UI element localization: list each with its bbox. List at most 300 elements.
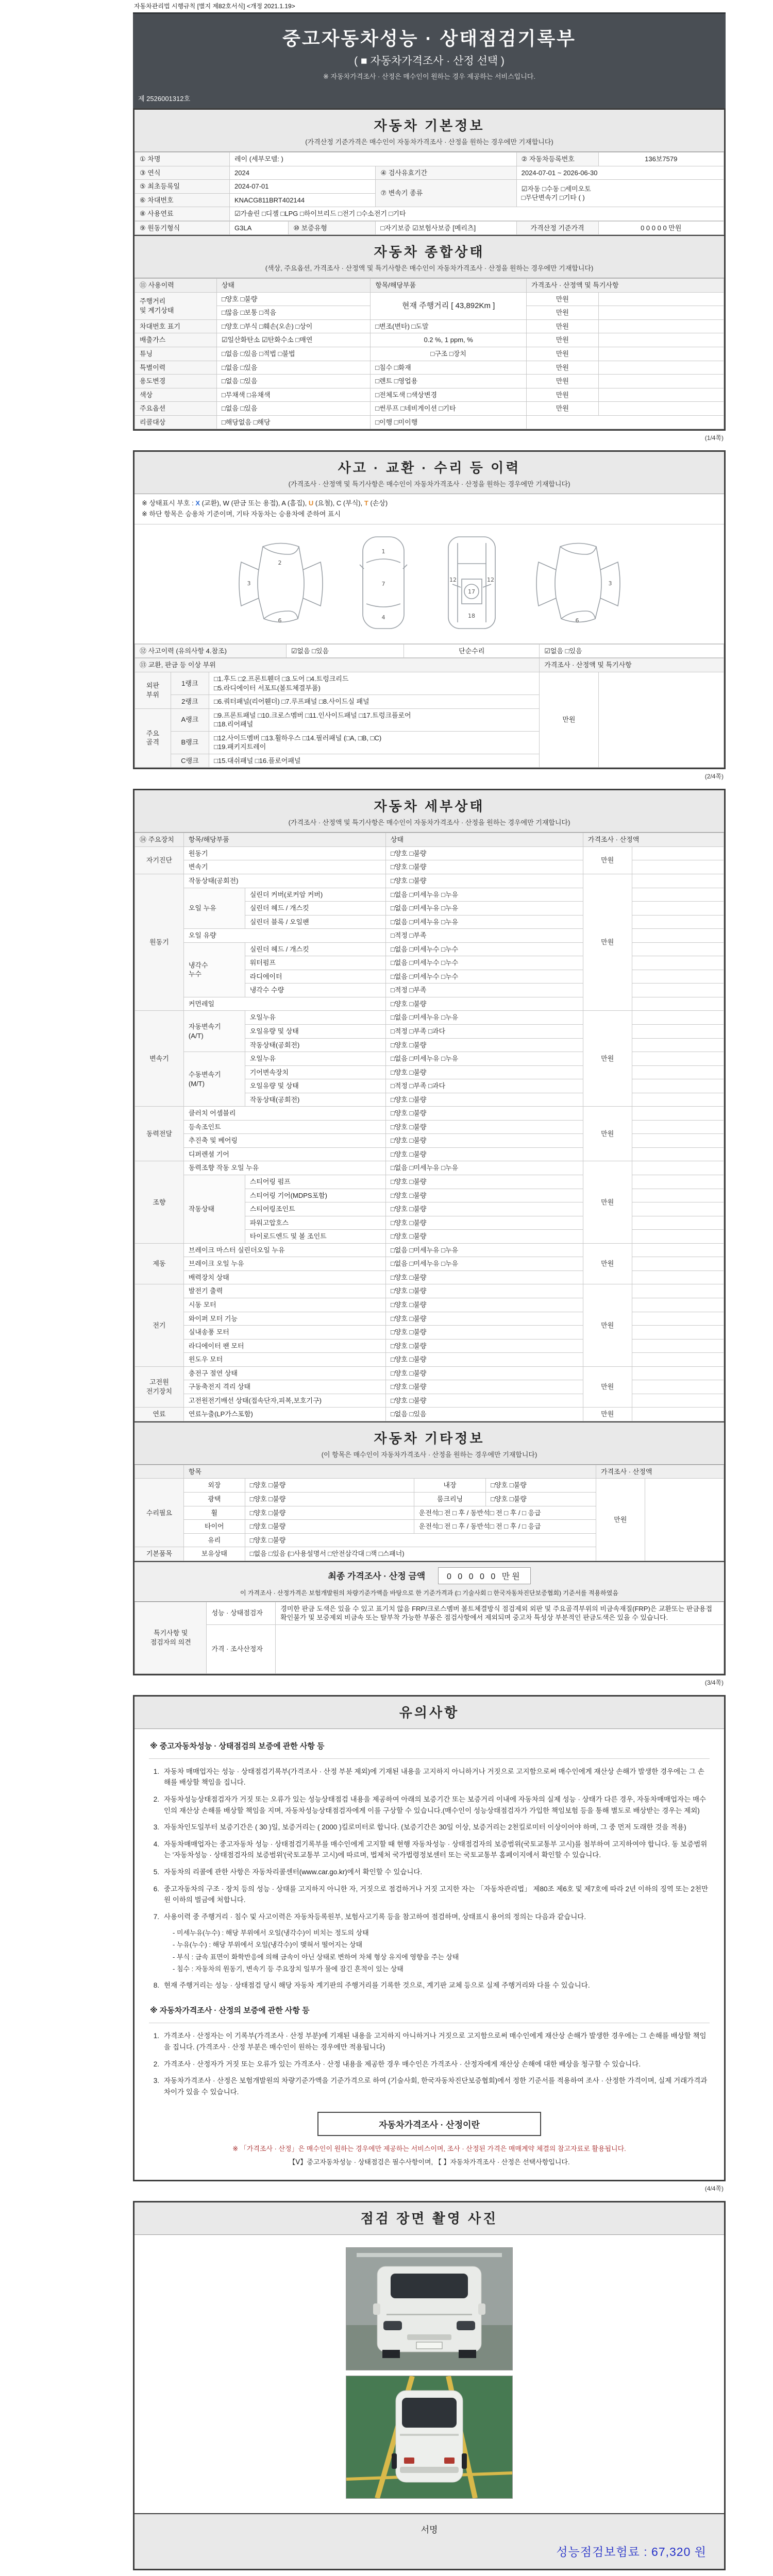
checkbox-cell[interactable]: □양호 □불량 xyxy=(385,1339,583,1353)
cell: 오일유량 및 상태 xyxy=(245,1079,385,1093)
car-bottom-view-diagram xyxy=(437,533,507,633)
signature-label: 서명 xyxy=(421,2525,438,2535)
checkbox-cell[interactable]: ☑없음 □있음 xyxy=(286,644,404,658)
cell: 룸크리닝 xyxy=(414,1492,485,1506)
cell: 작동상태 xyxy=(183,1175,245,1244)
cell xyxy=(632,874,724,888)
cell: ⑥ 차대번호 xyxy=(135,193,230,207)
checkbox-cell[interactable]: □양호 □불량 xyxy=(385,1202,583,1216)
cell xyxy=(598,292,724,306)
checkbox-cell[interactable]: 운전석□ 전 □ 후 / 동반석□ 전 □ 후 / □ 응급 xyxy=(414,1506,596,1520)
checkbox-cell[interactable]: □양호 □불량 xyxy=(245,1533,596,1547)
notice-sub xyxy=(173,1952,710,1962)
checkbox-cell[interactable]: □해당없음 □해당 xyxy=(216,415,370,429)
checkbox-cell[interactable]: □양호 □불량 xyxy=(486,1479,596,1493)
cell: 자동변속기 (A/T) xyxy=(183,1011,245,1052)
notice-head xyxy=(149,1996,710,2023)
notice-sub xyxy=(173,1928,710,1938)
cell xyxy=(632,1093,724,1107)
cell: 만원 xyxy=(583,1011,632,1107)
legend-segment: U xyxy=(308,499,314,507)
cell: 136보7579 xyxy=(598,152,724,166)
svg-text:3: 3 xyxy=(247,580,250,587)
final-price-label: 최종 가격조사 · 산정 금액 xyxy=(328,1571,426,1581)
cell: 오일누유 xyxy=(245,1011,385,1025)
cell xyxy=(632,956,724,970)
cell: 가격조사 · 산정액 xyxy=(583,833,724,847)
checkbox-cell[interactable]: □양호 □불량 xyxy=(385,1230,583,1244)
cell xyxy=(598,361,724,375)
notice-text: 가격조사 · 산정자가 거짓 또는 오류가 있는 가격조사 · 산정 내용을 제공한 경우 매수인은 가격조사 · 산정자에게 재산상 손해에 대한 배상을 청구할 수 있습니다. xyxy=(164,2060,641,2068)
cell xyxy=(632,1065,724,1079)
checkbox-cell[interactable]: □양호 □불량 xyxy=(385,874,583,888)
checkbox-cell[interactable]: □없음 □미세누유 □누유 xyxy=(385,1161,583,1175)
cell xyxy=(598,672,724,767)
checkbox-cell[interactable]: □양호 □불량 xyxy=(385,1270,583,1284)
cell: 변속기 xyxy=(183,860,385,874)
checkbox-cell[interactable]: □양호 □불량 xyxy=(385,1038,583,1052)
checkbox-cell[interactable]: □양호 □불량 xyxy=(385,1353,583,1367)
cell xyxy=(632,1353,724,1367)
checkbox-cell[interactable]: □양호 □불량 xyxy=(385,1394,583,1408)
checkbox-cell[interactable]: □없음 □있음 xyxy=(216,402,370,416)
section-basic-sub: (가격산정 기준가격은 매수인이 자동차가격조사 · 산정을 원하는 경우에만 기재합니다) xyxy=(305,138,553,146)
checkbox-cell[interactable]: □양호 □불량 xyxy=(245,1520,414,1534)
checkbox-cell[interactable]: □양호 □불량 xyxy=(385,1175,583,1189)
checkbox-cell[interactable]: □없음 □미세누수 □누수 xyxy=(385,970,583,984)
checkbox-cell[interactable]: □양호 □불량 xyxy=(486,1492,596,1506)
frame-photos xyxy=(133,2201,726,2570)
notice-number: 3. xyxy=(153,1823,159,1832)
cell: 만원 xyxy=(527,306,598,320)
checkbox-cell[interactable]: ☑자동 □수동 □세미오토 □무단변속기 □기타 ( ) xyxy=(516,180,724,207)
cell: 스티어링 기어(MDPS포함) xyxy=(245,1189,385,1202)
checkbox-cell[interactable]: □양호 □불량 xyxy=(385,1298,583,1312)
cell xyxy=(632,1134,724,1148)
notice-text: - 미세누유(누수) : 해당 부위에서 오일(냉각수)이 비치는 정도의 상태 xyxy=(173,1929,369,1937)
checkbox-cell[interactable]: □양호 □불량 xyxy=(385,846,583,860)
cell xyxy=(632,984,724,997)
checkbox-cell[interactable]: □썬루프 □네비게이션 □기타 xyxy=(371,402,527,416)
detail-state-table xyxy=(135,833,724,1421)
checkbox-cell[interactable]: □1.후드 □2.프론트휀더 □3.도어 □4.트렁크리드 □5.라디에이터 서포트(볼트체결부품) xyxy=(209,672,540,694)
legend-segment: (부식), xyxy=(341,499,364,507)
cell: 윈도우 모터 xyxy=(183,1353,385,1367)
page-marker-2: (2/4쪽) xyxy=(704,773,724,781)
legend-segment: (요철), xyxy=(313,499,337,507)
cell xyxy=(632,1339,724,1353)
checkbox-cell[interactable]: □전체도색 □색상변경 xyxy=(371,388,527,402)
section-other-sub: (이 항목은 매수인이 자동차가격조사 · 산정을 원하는 경우에만 기재합니다) xyxy=(321,1450,537,1459)
cell: 배출가스 xyxy=(135,333,217,347)
legend-segment: X xyxy=(195,499,200,507)
cell: ⑩ 보증유형 xyxy=(289,221,376,235)
cell xyxy=(632,1120,724,1134)
cell: ⑦ 변속기 종류 xyxy=(376,180,516,207)
notice-item xyxy=(149,1911,710,1923)
page-marker-4: (4/4쪽) xyxy=(704,2185,724,2193)
checkbox-cell[interactable]: □없음 □미세누유 □누유 xyxy=(385,1011,583,1025)
checkbox-cell[interactable]: □없음 □미세누수 □누수 xyxy=(385,942,583,956)
cell xyxy=(632,1284,724,1298)
checkbox-cell[interactable]: □9.프론트패널 □10.크로스멤버 □11.인사이드패널 □17.트렁크플로어 □18.리어패널 xyxy=(209,708,540,731)
checkbox-cell[interactable]: □없음 □있음 □적법 □불법 xyxy=(216,347,370,361)
cell: 고전원전기배선 상태(접속단자,피복,보호기구) xyxy=(183,1394,385,1408)
cell: 0 0 0 0 0 만원 xyxy=(598,221,724,235)
checkbox-cell[interactable]: ☑가솔린 □디젤 □LPG □하이브리드 □전기 □수소전기 □기타 xyxy=(230,207,724,221)
cell xyxy=(276,1624,724,1673)
cell: 실린더 커버(로커암 커버) xyxy=(245,888,385,902)
insurance-fee: 성능점검보험료 : 67,320 원 xyxy=(556,2545,707,2559)
cell: 2024-07-01 xyxy=(230,180,376,194)
cell: 단순수리 xyxy=(404,644,540,658)
cell xyxy=(645,1479,724,1561)
document-number: 제 2526001312호 xyxy=(138,95,191,103)
title-service-note: ※ 자동차가격조사 · 산정은 매수인이 원하는 경우 제공하는 서비스입니다. xyxy=(323,73,535,80)
cell xyxy=(598,319,724,333)
cell: 오일유량 및 상태 xyxy=(245,1025,385,1039)
notice-number: 8. xyxy=(153,1981,159,1989)
final-price-row xyxy=(135,1561,724,1586)
notice-sub xyxy=(173,1964,710,1974)
checkbox-cell[interactable]: □많음 □보통 □적음 xyxy=(216,306,370,320)
notice-text: 사용이력 중 주행거리 · 침수 및 사고이력은 자동차등록원부, 보험사고기록 등을 참고하여 점검하며, 상태표시 용어의 정의는 다음과 같습니다. xyxy=(164,1912,586,1921)
cell: 현재 주행거리 [ 43,892Km ] xyxy=(371,292,527,319)
notice-number: 1. xyxy=(153,2032,159,2040)
checkbox-cell[interactable]: □자기보증 ☑보험사보증 [메리츠] xyxy=(376,221,516,235)
cell: 가격조사 · 산정액 및 특기사항 xyxy=(527,279,724,293)
checkbox-cell[interactable]: □양호 □불량 xyxy=(385,1366,583,1380)
checkbox-cell[interactable]: □없음 □있음 xyxy=(216,375,370,388)
cell: 주행거리 및 계기상태 xyxy=(135,292,217,319)
checkbox-cell[interactable]: □양호 □불량 xyxy=(216,292,370,306)
cell: 레이 (세부모델: ) xyxy=(230,152,517,166)
cell: 항목/해당부품 xyxy=(183,833,385,847)
section-other-header xyxy=(135,1421,724,1465)
checkbox-cell[interactable]: □6.쿼터패널(리어휀더) □7.루프패널 □8.사이드실 패널 xyxy=(209,695,540,709)
page-marker-3: (3/4쪽) xyxy=(704,1679,724,1686)
cell: 상태 xyxy=(216,279,370,293)
notices-body xyxy=(135,1729,724,2180)
cell: 2랭크 xyxy=(171,695,209,709)
checkbox-cell[interactable]: □없음 □있음 (□사용설명서 □안전삼각대 □잭 □스패너) xyxy=(245,1547,596,1561)
checkbox-cell[interactable]: □없음 □미세누유 □누유 xyxy=(385,1052,583,1066)
notice-text: ※ 자동차가격조사 · 산정의 보증에 관한 사항 등 xyxy=(150,2006,310,2015)
cell: 만원 xyxy=(540,672,598,767)
checkbox-cell[interactable]: □양호 □불량 xyxy=(245,1479,414,1493)
cell: 실린더 헤드 / 개스킷 xyxy=(245,902,385,916)
cell: 냉각수 누수 xyxy=(183,942,245,997)
cell: 만원 xyxy=(527,361,598,375)
notice-item xyxy=(149,2030,710,2053)
checkbox-cell[interactable]: □양호 □불량 xyxy=(385,1326,583,1340)
section-photos-header xyxy=(135,2202,724,2235)
cell xyxy=(632,1243,724,1257)
checkbox-cell[interactable]: □변조(변타) □도말 xyxy=(371,319,527,333)
checkbox-cell[interactable]: □양호 □부식 □훼손(오손) □상이 xyxy=(216,319,370,333)
cell xyxy=(632,846,724,860)
cell: 고전원 전기장치 xyxy=(135,1366,184,1408)
cell xyxy=(632,1257,724,1271)
state-code-legend xyxy=(142,498,717,509)
cell: 만원 xyxy=(527,319,598,333)
notice-text: 중고자동차의 구조 · 장치 등의 성능 · 상태를 고지하지 아니한 자, 거짓으로 점검하거나 거짓 고지한 자는 「자동차관리법」 제80조 제6호 및 제7호에 따라 2년 이하의 징역 또는 2천만원 이하의 벌금에 처합니다. xyxy=(164,1885,709,1904)
cell: 만원 xyxy=(527,375,598,388)
cell: 0.2 %, 1 ppm, % xyxy=(371,333,527,347)
cell: 작동상태(공회전) xyxy=(245,1038,385,1052)
checkbox-cell[interactable]: □양호 □불량 xyxy=(385,860,583,874)
cell xyxy=(632,942,724,956)
svg-text:12: 12 xyxy=(486,576,494,583)
checkbox-cell[interactable]: □양호 □불량 xyxy=(385,1189,583,1202)
cell: 파워고압호스 xyxy=(245,1216,385,1230)
cell: 용도변경 xyxy=(135,375,217,388)
basic-info-table xyxy=(135,152,724,221)
cell: G3LA xyxy=(230,221,289,235)
cell xyxy=(135,1465,184,1479)
notice-text: ※ 중고자동차성능 · 상태점검의 보증에 관한 사항 등 xyxy=(150,1741,325,1751)
notice-text: 자동차매매업자는 중고자동차 성능 · 상태점검기록부를 매수인에게 고지할 때 현행 자동차성능 · 상태점검자의 보증범위(국토교통부 고시)를 첨부하여 고지하여야 합니다. 동 보증범위는 '자동차성능 · 상태점검자의 보증범위'(국토교통부 고시)에 따르며, 법제처 국가법령정보센터 또는 국토교통부 홈페이지에서 확인할 수 있습니다. xyxy=(164,1840,708,1859)
cell: 특기사항 및 점검자의 의견 xyxy=(135,1602,207,1673)
checkbox-cell[interactable]: □침수 □화재 xyxy=(371,361,527,375)
cell: 만원 xyxy=(583,1107,632,1161)
section-basic-title: 자동차 기본정보 xyxy=(374,118,485,133)
section-detail-sub: (가격조사 · 산정액 및 특기사항은 매수인이 자동차가격조사 · 산정을 원하는 경우에만 기재합니다) xyxy=(288,819,570,827)
cell: 휠 xyxy=(183,1506,245,1520)
section-notices-title: 유의사항 xyxy=(399,1704,460,1720)
legend-segment: (손상) xyxy=(368,499,388,507)
legend-segment: W xyxy=(223,499,229,507)
cell: 충전구 절연 상태 xyxy=(183,1366,385,1380)
cell: 기어변속장치 xyxy=(245,1065,385,1079)
overall-state-table xyxy=(135,278,724,429)
checkbox-cell[interactable]: □양호 □불량 xyxy=(385,1120,583,1134)
exchange-parts-table xyxy=(135,658,724,768)
checkbox-cell[interactable]: □양호 □불량 xyxy=(385,1147,583,1161)
checkbox-cell[interactable]: □양호 □불량 xyxy=(385,1134,583,1148)
checkbox-cell[interactable]: □양호 □불량 xyxy=(385,1093,583,1107)
legend-segment: A xyxy=(281,499,286,507)
checkbox-cell[interactable]: □양호 □불량 xyxy=(245,1506,414,1520)
legend-segment: T xyxy=(364,499,368,507)
checkbox-cell[interactable]: □양호 □불량 xyxy=(385,1284,583,1298)
svg-text:7: 7 xyxy=(381,580,385,587)
notice-text: - 부식 : 금속 표면이 화학반응에 의해 금속이 아닌 상태로 변하여 차체 형상 유지에 영향을 주는 상태 xyxy=(173,1953,459,1961)
cell: ⑫ 사고이력 (유의사항 4.참조) xyxy=(135,644,287,658)
cell: ⑤ 최초등록일 xyxy=(135,180,230,194)
section-other-title: 자동차 기타정보 xyxy=(374,1430,485,1446)
cell: 만원 xyxy=(527,402,598,416)
notice-text: 자동차성능상태점검자가 거짓 또는 오류가 있는 성능상태점검 내용을 제공하여 아래의 보증기간 또는 보증거리 이내에 자동차의 실제 성능 · 상태가 다른 경우, 자동차매매업자는 매수인의 재산상 손해를 배상할 책임을 지며, 자동차성능상태점검자에게 이를 구상할 수 있습니다.(매수인이 성능상태점검자가 가입한 책임보험 등을 통해 별도로 배상받는 경우는 제외) xyxy=(164,1795,707,1815)
cell: 2024 xyxy=(230,166,376,180)
cell: 전기 xyxy=(135,1284,184,1366)
checkbox-cell[interactable]: 운전석□ 전 □ 후 / 동반석□ 전 □ 후 / □ 응급 xyxy=(414,1520,596,1534)
checkbox-cell[interactable]: □없음 □미세누수 □누수 xyxy=(385,956,583,970)
section-accident-header xyxy=(135,452,724,494)
cell: ⑭ 주요장치 xyxy=(135,833,184,847)
notice-text: 자동차 매매업자는 성능 · 상태점검기록부(가격조사 · 산정 부분 제외)에 기재된 내용을 고지하지 아니하거나 거짓으로 고지함으로써 매수인에게 재산상 손해가 발생한 경우에는 그 손해를 배상할 책임을 집니다. xyxy=(164,1767,704,1787)
cell: 수리필요 xyxy=(135,1479,184,1547)
page-marker-1: (1/4쪽) xyxy=(704,434,724,442)
svg-text:12: 12 xyxy=(449,576,457,583)
cell xyxy=(598,375,724,388)
cell: 내장 xyxy=(414,1479,485,1493)
other-info-table xyxy=(135,1465,724,1561)
car-unfolded-right-diagram xyxy=(529,534,627,632)
checkbox-cell[interactable]: □없음 □미세누유 □누유 xyxy=(385,1257,583,1271)
checkbox-cell[interactable]: □12.사이드멤버 □13.휠하우스 □14.필러패널 (□A, □B, □C) □19.패키지트레이 xyxy=(209,731,540,754)
checkbox-cell[interactable]: □없음 □미세누유 □누유 xyxy=(385,902,583,916)
cell: 유리 xyxy=(183,1533,245,1547)
checkbox-cell[interactable]: □양호 □불량 xyxy=(385,1065,583,1079)
final-price-amount: 0 0 0 0 0 만원 xyxy=(438,1567,531,1584)
section-notices-header xyxy=(135,1697,724,1729)
frame-notices xyxy=(133,1695,726,2182)
cell: 만원 xyxy=(527,292,598,306)
cell: 1랭크 xyxy=(171,672,209,694)
accident-notes xyxy=(135,494,724,524)
notice-number: 2. xyxy=(153,1795,159,1803)
notice-number: 1. xyxy=(153,1767,159,1775)
cell xyxy=(632,1107,724,1121)
legend-segment: C xyxy=(336,499,342,507)
cell: 만원 xyxy=(583,1408,632,1421)
cell: 만원 xyxy=(596,1479,645,1561)
checkbox-cell[interactable]: □무채색 □유채색 xyxy=(216,388,370,402)
cell: 커먼레일 xyxy=(183,997,385,1011)
svg-text:6: 6 xyxy=(575,617,579,624)
cell: 스티어링조인트 xyxy=(245,1202,385,1216)
legend-segment: (교환), xyxy=(199,499,223,507)
section-overall-sub: (색상, 주요옵션, 가격조사 · 산정액 및 특기사항은 매수인이 자동차가격조사 · 산정을 원하는 경우에만 기재합니다) xyxy=(265,264,594,273)
car-top-view-diagram xyxy=(352,533,414,633)
cell: 원동기 xyxy=(183,846,385,860)
legend-segment: ※ 상태표시 부호 : xyxy=(142,499,196,507)
notices-list xyxy=(149,1732,710,2098)
frame-accident xyxy=(133,450,726,769)
cell: 변속기 xyxy=(135,1011,184,1107)
section-accident-title: 사고 · 교환 · 수리 등 이력 xyxy=(338,460,521,476)
checkbox-cell[interactable]: □양호 □불량 xyxy=(385,997,583,1011)
notice-text: - 누유(누수) : 해당 부위에서 오일(냉각수)이 맺혀서 떨어지는 상태 xyxy=(173,1941,363,1949)
cell: 성능 · 상태점검자 xyxy=(207,1602,276,1624)
notice-item xyxy=(149,1766,710,1788)
notice-number: 6. xyxy=(153,1885,159,1893)
checkbox-cell[interactable]: □없음 □미세누유 □누유 xyxy=(385,1243,583,1257)
cell: 발전기 출력 xyxy=(183,1284,385,1298)
checkbox-cell[interactable]: □15.대쉬패널 □16.플로어패널 xyxy=(209,754,540,768)
cell: 광택 xyxy=(183,1492,245,1506)
cell xyxy=(632,1270,724,1284)
checkbox-cell[interactable]: □없음 □미세누유 □누유 xyxy=(385,915,583,929)
inspector-opinion-table xyxy=(135,1602,724,1674)
cell: 항목 xyxy=(183,1465,596,1479)
checkbox-cell[interactable]: □없음 □있음 xyxy=(216,361,370,375)
cell xyxy=(632,902,724,916)
svg-text:18: 18 xyxy=(467,612,475,619)
notice-text: 가격조사 · 산정자는 이 기록부(가격조사 · 산정 부분)에 기재된 내용을 고지하지 아니하거나 거짓으로 고지함으로써 매수인에게 재산상 손해가 발생한 경우에는 그 손해를 배상할 책임을 집니다. (가격조사 · 산정 부분은 매수인이 원하는 경우에만 적용됩니다) xyxy=(164,2032,707,2052)
cell: 만원 xyxy=(527,388,598,402)
cell: 연료 xyxy=(135,1408,184,1421)
svg-text:2: 2 xyxy=(278,560,281,567)
cell: 만원 xyxy=(583,1284,632,1366)
checkbox-cell[interactable]: ☑없음 □있음 xyxy=(540,644,724,658)
cell: 가격조사 · 산정액 및 특기사항 xyxy=(540,658,724,672)
cell: 추진축 및 베어링 xyxy=(183,1134,385,1148)
checkbox-cell[interactable]: □렌트 □영업용 xyxy=(371,375,527,388)
notice-number: 4. xyxy=(153,1840,159,1848)
cell: 색상 xyxy=(135,388,217,402)
checkbox-cell[interactable]: □구조 □장치 xyxy=(371,347,527,361)
checkbox-cell[interactable]: □양호 □불량 xyxy=(245,1492,414,1506)
cell: 수동변속기 (M/T) xyxy=(183,1052,245,1107)
cell xyxy=(632,970,724,984)
notice-text: 자동차가격조사 · 산정은 보험개발원의 차량기준가액을 기준가격으로 하여 (기술사회, 한국자동차진단보증협회)에서 정한 기준서를 적용하여 조사 · 산정한 가격이며, 실제 거래가격과 차이가 있을 수 있습니다. xyxy=(164,2077,708,2096)
cell: 타이어 xyxy=(183,1520,245,1534)
checkbox-cell[interactable]: □양호 □불량 xyxy=(385,1312,583,1326)
legend-segment: (흠집), xyxy=(285,499,309,507)
cell: 동력조향 작동 오일 누유 xyxy=(183,1161,385,1175)
notice-sub xyxy=(173,1940,710,1950)
frame-detail xyxy=(133,789,726,1675)
cell: 조향 xyxy=(135,1161,184,1243)
form-reference: 자동차관리법 시행규칙 [별지 제82호서식] <개정 2021.1.19> xyxy=(134,3,295,10)
checkbox-cell[interactable]: □없음 □미세누유 □누유 xyxy=(385,888,583,902)
cell: 타이로드엔드 및 볼 조인트 xyxy=(245,1230,385,1244)
checkbox-cell[interactable]: □양호 □불량 xyxy=(385,1216,583,1230)
checkbox-cell[interactable]: □적정 □부족 □과다 xyxy=(385,1079,583,1093)
cell xyxy=(632,860,724,874)
cell: 항목/해당부품 xyxy=(371,279,527,293)
checkbox-cell[interactable]: □없음 □있음 xyxy=(385,1408,583,1421)
checkbox-cell[interactable]: □적정 □부족 xyxy=(385,984,583,997)
cell xyxy=(598,333,724,347)
notice-item xyxy=(149,1839,710,1861)
cell: 만원 xyxy=(527,333,598,347)
cell: 제동 xyxy=(135,1243,184,1284)
checkbox-cell[interactable]: □양호 □불량 xyxy=(385,1380,583,1394)
cell: 주요옵션 xyxy=(135,402,217,416)
notice-number: 5. xyxy=(153,1868,159,1876)
cell: 라디에이터 xyxy=(245,970,385,984)
cell: 시동 모터 xyxy=(183,1298,385,1312)
frame-basic-overall xyxy=(133,108,726,431)
cell xyxy=(598,306,724,320)
photos-body xyxy=(135,2235,724,2513)
cell xyxy=(632,1038,724,1052)
cell: 차대번호 표기 xyxy=(135,319,217,333)
cell xyxy=(632,915,724,929)
checkbox-cell[interactable]: □적정 □부족 xyxy=(385,929,583,943)
svg-text:4: 4 xyxy=(381,614,385,621)
inspection-photo-rear xyxy=(346,2376,513,2499)
section-detail-title: 자동차 세부상태 xyxy=(374,799,485,815)
checkbox-cell[interactable]: ☑일산화탄소 ☑탄화수소 □매연 xyxy=(216,333,370,347)
cell: 오일누유 xyxy=(245,1052,385,1066)
signature-band xyxy=(135,2513,724,2569)
checkbox-cell[interactable]: □양호 □불량 xyxy=(385,1107,583,1121)
notice-head xyxy=(149,1732,710,1759)
legend-segment: (판금 또는 용접), xyxy=(229,499,282,507)
cell xyxy=(598,388,724,402)
cell: 튜닝 xyxy=(135,347,217,361)
checkbox-cell[interactable]: □적정 □부족 □과다 xyxy=(385,1025,583,1039)
checkbox-cell[interactable]: □이행 □미이행 xyxy=(371,415,527,429)
cell: 가격 · 조사산정자 xyxy=(207,1624,276,1673)
cell: 상태 xyxy=(385,833,583,847)
cell: 가격산정 기준가격 xyxy=(516,221,598,235)
svg-text:3: 3 xyxy=(608,580,612,587)
